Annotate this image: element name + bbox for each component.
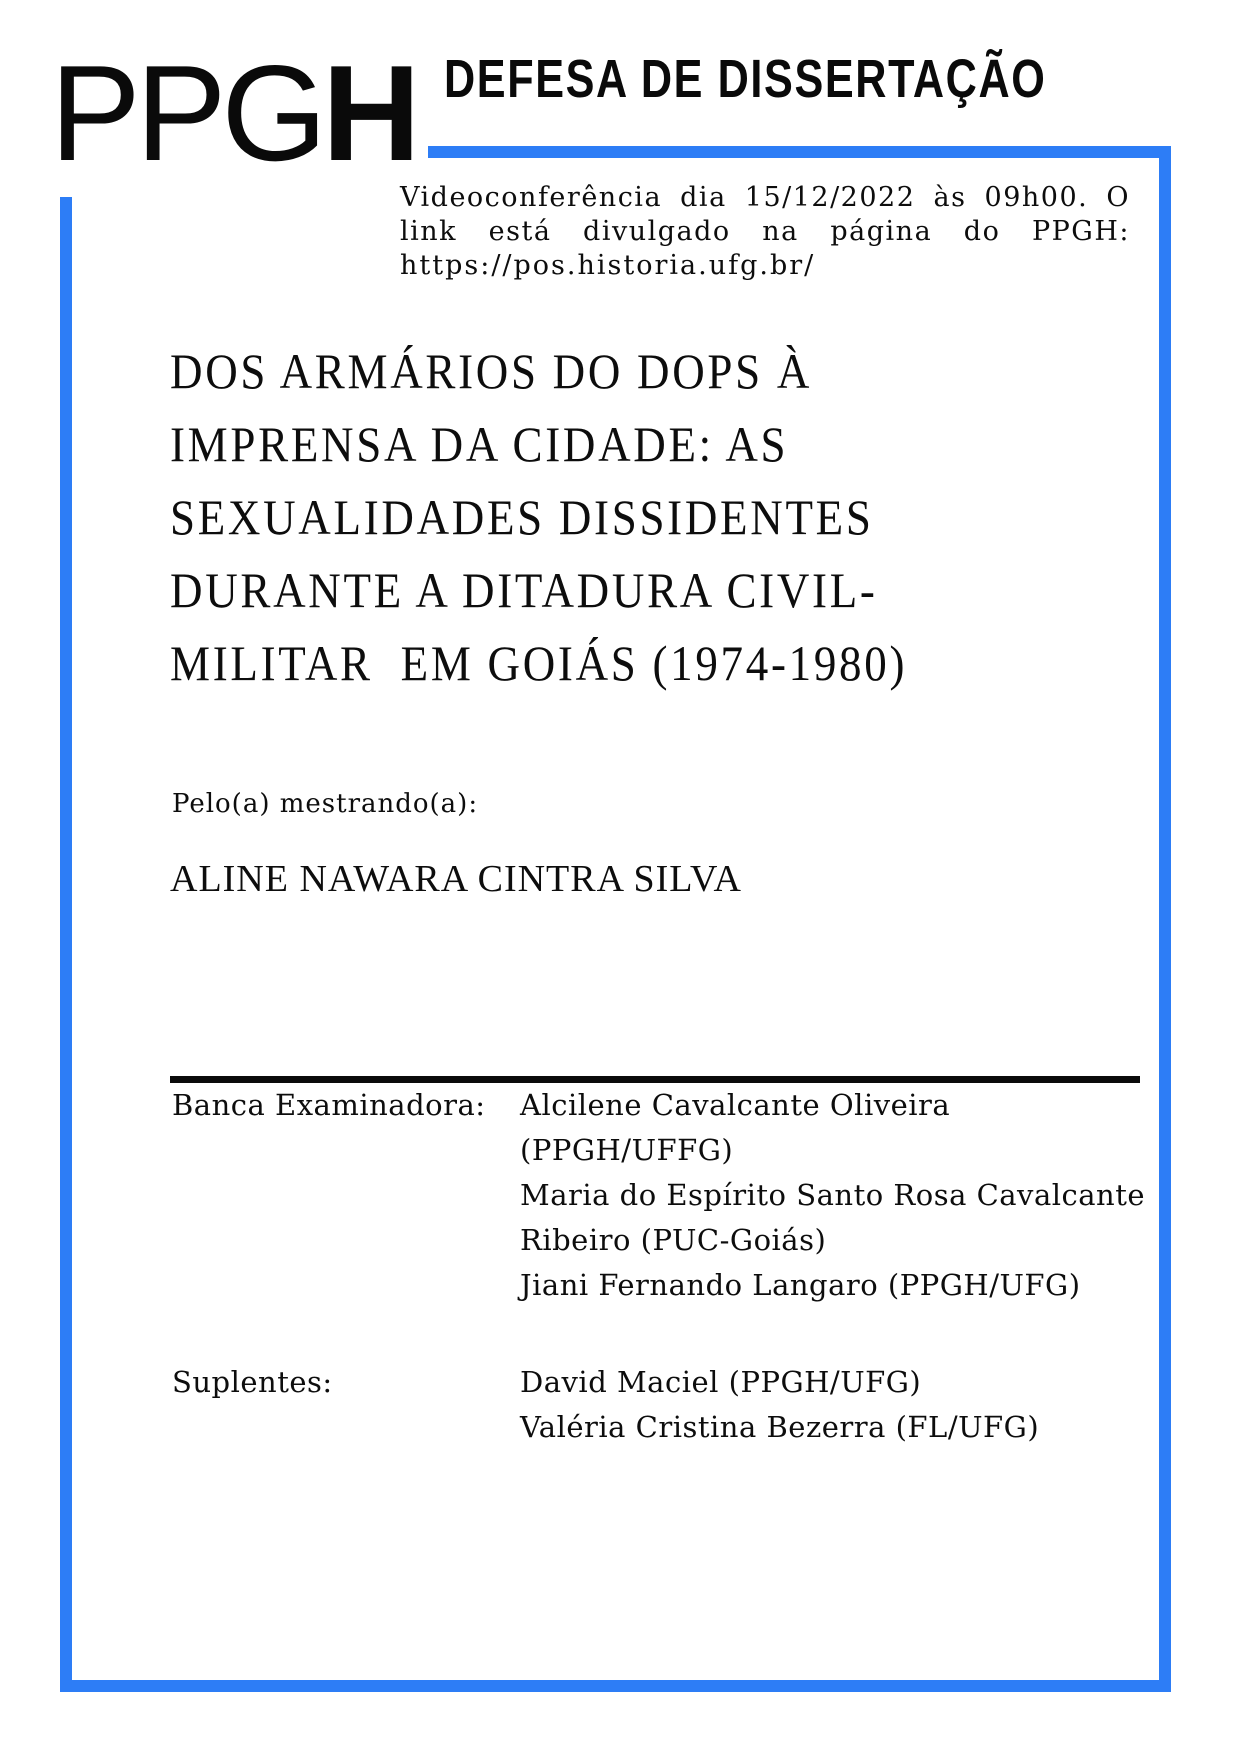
committee-member: Jiani Fernando Langaro (PPGH/UFG) (520, 1268, 1081, 1302)
title-line-4: DURANTE A DITADURA CIVIL- (170, 562, 878, 618)
substitute-member: David Maciel (PPGH/UFG) (520, 1365, 922, 1399)
ppgh-logo-bold-part: H (322, 37, 416, 189)
title-line-2: IMPRENSA DA CIDADE: AS (170, 416, 789, 472)
ppgh-url-link[interactable]: https://pos.historia.ufg.br/ (400, 250, 816, 281)
top-accent-line (428, 146, 1170, 158)
right-accent-bar (1159, 146, 1171, 1692)
student-intro-label: Pelo(a) mestrando(a): (172, 789, 479, 819)
announcement-text: Videoconferência dia 15/12/2022 às 09h00. O link está divulgado na página do PPGH: (400, 182, 1130, 247)
bottom-accent-bar (60, 1680, 1171, 1692)
substitutes-label: Suplentes: (172, 1365, 333, 1399)
videoconference-announcement (400, 181, 1130, 283)
committee-member: Maria do Espírito Santo Rosa Cavalcante Ribeiro (PUC-Goiás) (520, 1178, 1146, 1257)
left-accent-bar (60, 197, 72, 1692)
substitute-member: Valéria Cristina Bezerra (FL/UFG) (520, 1410, 1040, 1444)
committee-member: Alcilene Cavalcante Oliveira (PPGH/UFFG) (520, 1088, 951, 1167)
title-line-1: DOS ARMÁRIOS DO DOPS À (170, 343, 813, 399)
dissertation-title (170, 335, 907, 700)
substitute-members (520, 1360, 1150, 1450)
ppgh-logo (50, 37, 416, 189)
ppgh-logo-light-part: PPG (50, 37, 323, 189)
divider-rule (170, 1076, 1140, 1083)
committee-label: Banca Examinadora: (172, 1088, 486, 1122)
committee-members (520, 1083, 1150, 1308)
event-type-heading: DEFESA DE DISSERTAÇÃO (444, 49, 1047, 109)
title-line-5: MILITAR EM GOIÁS (1974-1980) (170, 635, 908, 691)
student-name: ALINE NAWARA CINTRA SILVA (170, 858, 742, 900)
title-line-3: SEXUALIDADES DISSIDENTES (170, 489, 874, 545)
